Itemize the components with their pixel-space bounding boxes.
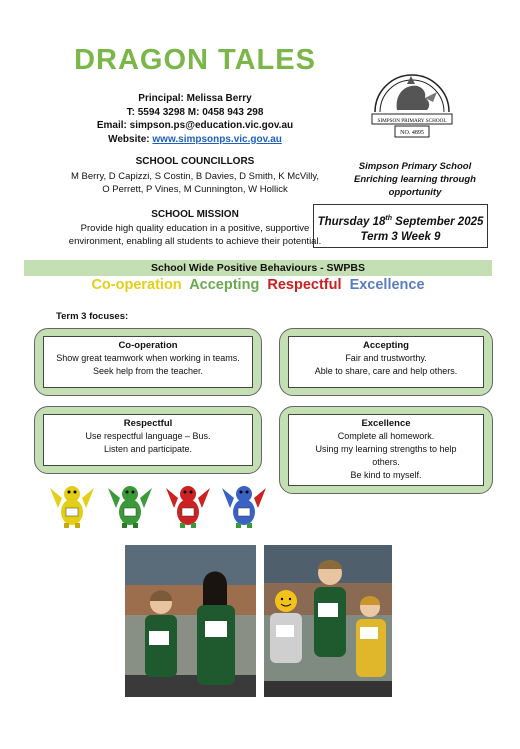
focus-card-accepting bbox=[279, 328, 493, 396]
focus-card-title: Excellence bbox=[361, 418, 411, 429]
green-dragon-icon bbox=[104, 480, 156, 530]
focus-card-title: Respectful bbox=[123, 418, 173, 429]
principal-line: Principal: Melissa Berry bbox=[138, 93, 252, 104]
focus-card-line: Listen and participate. bbox=[103, 444, 193, 454]
slogan-line-3: opportunity bbox=[388, 187, 442, 198]
contact-block bbox=[40, 92, 350, 146]
issue-date-box bbox=[313, 204, 488, 248]
slogan-line-1: Simpson Primary School bbox=[358, 161, 472, 172]
councillors-line-2: O Perrett, P Vines, M Cunnington, W Hollick bbox=[102, 184, 288, 195]
term-week: Term 3 Week 9 bbox=[360, 230, 441, 243]
issue-date bbox=[314, 211, 487, 230]
date-rest: September 2025 bbox=[391, 215, 484, 228]
focus-card-line: Be kind to myself. bbox=[350, 470, 422, 480]
focus-card-line: Seek help from the teacher. bbox=[92, 366, 204, 376]
focus-card-line: Able to share, care and help others. bbox=[314, 366, 458, 376]
website-link[interactable]: www.simpsonps.vic.gov.au bbox=[152, 133, 282, 145]
councillors-heading: SCHOOL COUNCILLORS bbox=[135, 156, 255, 167]
term-focuses-label: Term 3 focuses: bbox=[56, 311, 129, 322]
logo-school-name: SIMPSON PRIMARY SCHOOL bbox=[377, 118, 447, 124]
date-day: Thursday 18 bbox=[317, 215, 386, 228]
phone-line: T: 5594 3298 M: 0458 943 298 bbox=[126, 106, 264, 118]
councillors-line-1: M Berry, D Capizzi, S Costin, B Davies, D Smith, K McVilly, bbox=[70, 171, 320, 182]
focus-card-body bbox=[43, 336, 253, 388]
focus-card-excellence bbox=[279, 406, 493, 494]
focus-card-line: others. bbox=[372, 457, 400, 467]
swpbs-heading: School Wide Positive Behaviours - SWPBS bbox=[24, 260, 492, 276]
value-excellence: Excellence bbox=[349, 277, 425, 293]
newsletter-title: DRAGON TALES bbox=[74, 44, 316, 76]
blue-dragon-icon bbox=[218, 480, 270, 530]
website-line bbox=[40, 133, 350, 147]
focus-card-line: Fair and trustworthy. bbox=[345, 353, 427, 363]
email-line: Email: simpson.ps@education.vic.gov.au bbox=[96, 120, 294, 131]
school-slogan bbox=[345, 160, 485, 199]
focus-card-body bbox=[288, 336, 484, 388]
focus-card-title: Accepting bbox=[363, 340, 409, 351]
focus-card-line: Complete all homework. bbox=[337, 431, 435, 441]
date-suffix: th bbox=[385, 215, 392, 222]
value-respectful: Respectful bbox=[267, 277, 342, 293]
mission-line-1: Provide high quality education in a positive, supportive bbox=[80, 223, 310, 234]
mission-text bbox=[30, 222, 360, 248]
red-dragon-icon bbox=[162, 480, 214, 530]
focus-card-body bbox=[288, 414, 484, 486]
focus-card-title: Co-operation bbox=[118, 340, 178, 351]
slogan-line-2: Enriching learning through bbox=[354, 174, 476, 185]
school-logo bbox=[367, 62, 457, 140]
mission-heading: SCHOOL MISSION bbox=[151, 209, 239, 220]
focus-card-line: Using my learning strengths to help bbox=[315, 444, 457, 454]
logo-number: NO. 4895 bbox=[400, 130, 424, 136]
swpbs-values bbox=[24, 277, 492, 293]
students-photo-left bbox=[125, 545, 256, 697]
value-accepting: Accepting bbox=[189, 277, 260, 293]
students-photo-right bbox=[264, 545, 392, 697]
mission-line-2: environment, enabling all students to achieve their potential. bbox=[68, 236, 322, 247]
focus-card-line: Use respectful language – Bus. bbox=[85, 431, 211, 441]
councillors-list bbox=[30, 170, 360, 196]
focus-card-body bbox=[43, 414, 253, 466]
website-prefix: Website: bbox=[108, 133, 153, 145]
yellow-dragon-icon bbox=[46, 480, 98, 530]
focus-card-respectful bbox=[34, 406, 262, 474]
value-cooperation: Co-operation bbox=[91, 277, 182, 293]
focus-card-line: Show great teamwork when working in teams. bbox=[56, 353, 240, 363]
focus-card-cooperation bbox=[34, 328, 262, 396]
